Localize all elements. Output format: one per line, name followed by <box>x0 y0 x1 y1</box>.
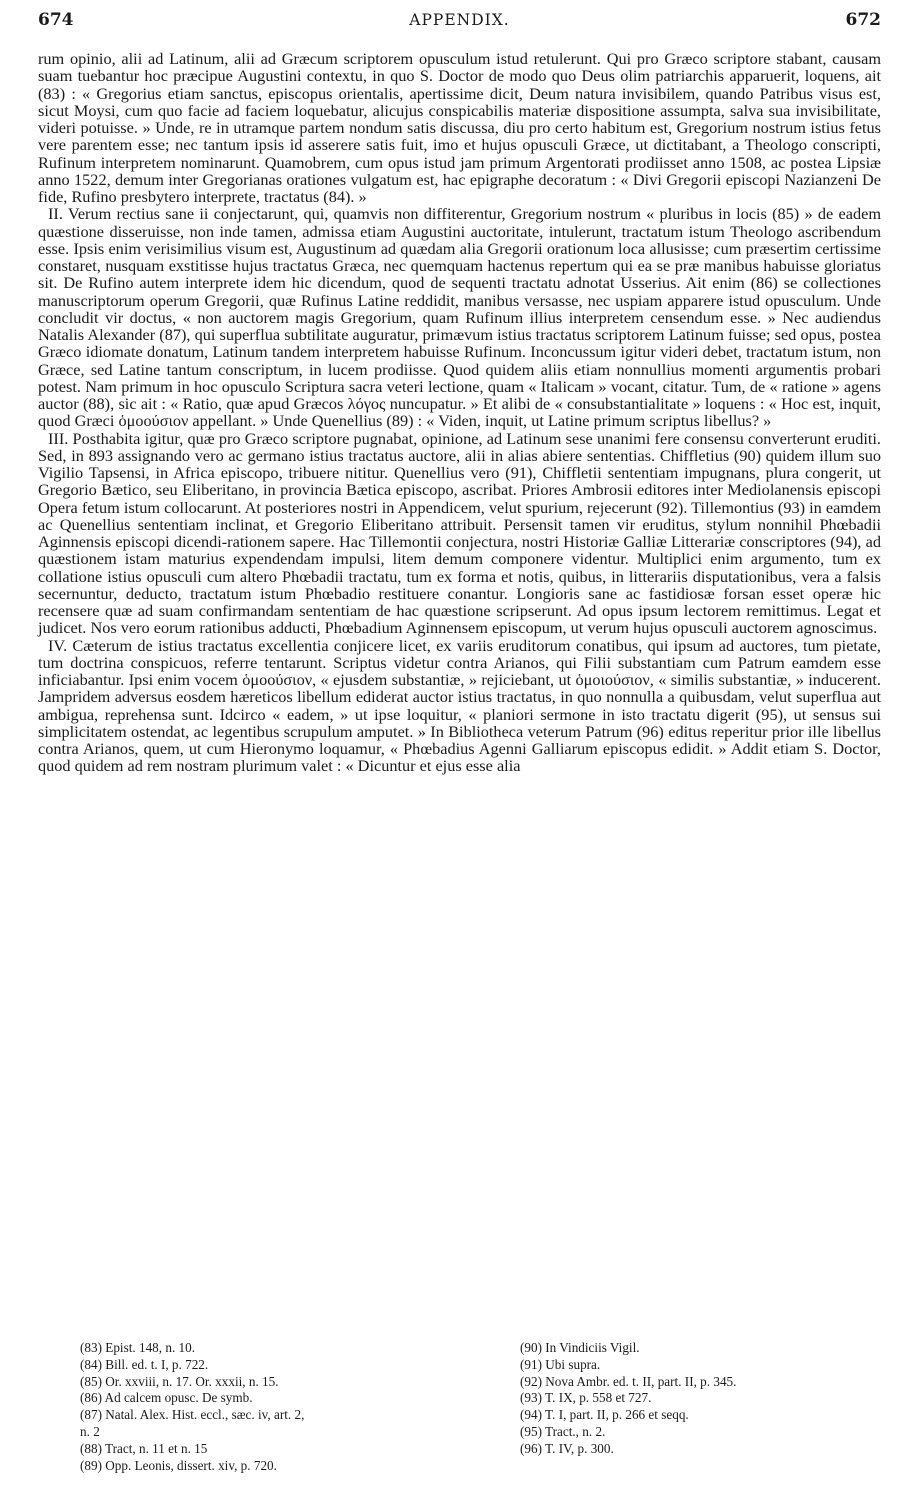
footnote: (83) Epist. 148, n. 10. <box>80 1340 196 1355</box>
footnote: n. 2 <box>80 1423 100 1439</box>
running-title: APPENDIX. <box>409 11 510 29</box>
footnote: (86) Ad calcem opusc. De symb. <box>80 1390 253 1406</box>
footnote: (95) Tract., n. 2. <box>520 1423 606 1439</box>
footnotes <box>80 1340 880 1474</box>
footnotes-left-column <box>80 1340 490 1474</box>
footnote: (87) Natal. Alex. Hist. eccl., sæc. iv, art. 2, <box>80 1407 305 1423</box>
footnote: (92) Nova Ambr. ed. t. II, part. II, p. 345. <box>520 1373 737 1389</box>
left-page-number: 674 <box>38 10 74 30</box>
main-text <box>38 50 881 775</box>
running-header <box>38 10 881 36</box>
footnote: (85) Or. xxviii, n. 17. Or. xxxii, n. 15. <box>80 1373 279 1389</box>
footnote: (91) Ubi supra. <box>520 1356 601 1372</box>
paragraph-continuation: rum opinio, alii ad Latinum, alii ad Græcum scriptorem opusculum istud retulerunt. Qui pro Græco scriptore stabant, causam suam tuebantur hoc præcipue Augustini contextu, in quo S. Doctor de modo quo Deus olim patriarchis apparuerit, loquens, ait (83) : « Gregorius etiam sanctus, episcopus orientalis, apertissime dicit, Deum natura invisibilem, quando Patribus visus est, sicut Moysi, cum quo facie ad faciem loquebatur, alicujus conspicabilis materiæ dispositione assumpta, salva sua invisibilitate, videri potuisse. » Unde, re in utramque partem nondum satis discussa, diu pro certo habitum est, Gregorium nostrum istius fetus vere parentem esse; nec tantum ipsis id asserere satis fuit, imo et hujus opusculi Græce, ut dictitabant, a Theologo conscripti, Rufinum interpretem nominarunt. Quamobrem, cum opus istud jam primum Argentorati prodiisset anno 1508, ac postea Lipsiæ anno 1522, demum inter Gregorianas orationes vulgatum est, hac epigraphe decoratum : « Divi Gregorii episcopi Nazianzeni De fide, Rufino presbytero interprete, tractatus (84). » <box>38 49 881 206</box>
footnote: (90) In Vindiciis Vigil. <box>520 1340 640 1355</box>
footnote: (84) Bill. ed. t. I, p. 722. <box>80 1356 209 1372</box>
paragraph-iii: III. Posthabita igitur, quæ pro Græco scriptore pugnabat, opinione, ad Latinum sese unanimi fere consensu converterunt eruditi. Sed, in 893 assignando vero ac germano istius tractatus auctore, alii in alias abiere sententias. Chiffletius (90) quidem illum suo Vigilio Tapsensi, in Africa episcopo, tribuere nititur. Quenellius vero (91), Chiffletii sententiam impugnans, plura congerit, ut Gregorio Bætico, seu Eliberitano, in provincia Bætica episcopo, ascribat. Priores Ambrosii editores inter Mediolanensis episcopi Opera fetum istum collocarunt. At posteriores nostri in Appendicem, velut spurium, rejecerunt (92). Tillemontius (93) in eamdem ac Quenellius sententiam inclinat, et Gregorio Eliberitano attribuit. Persensit tamen vir eruditus, stylum nonnihil Phœbadii Aginnensis episcopi dicendi-rationem sapere. Hac Tillemontii conjectura, nostri Historiæ Galliæ Litterariæ conscriptores (94), ad quæstionem istam maturius expendendam impulsi, litem demum componere videntur. Multiplici enim argumento, tum ex collatione istius opusculi cum altero Phœbadii tractatu, tum ex forma et notis, quibus, in litterariis disputationibus, vera a falsis secernuntur, deducto, tractatum istum Phœbadio restituere conantur. Longioris sane ac fastidiosæ forsan esset operæ hic recensere quæ ad suam confirmandam sententiam de hac quæstione scripserunt. Ad opus ipsum lectorem remittimus. Legat et judicet. Nos vero eorum rationibus adducti, Phœbadium Aginnensem episcopum, ut verum hujus opusculi auctorem agnoscimus. <box>38 428 881 638</box>
right-page-number: 672 <box>845 10 881 30</box>
footnote: (93) T. IX, p. 558 et 727. <box>520 1390 652 1406</box>
paragraph-iv: IV. Cæterum de istius tractatus excellentia conjicere licet, ex variis eruditorum conatibus, qui ipsum ad auctores, tum pietate, tum doctrina conspicuos, referre tentarunt. Scriptus videtur contra Arianos, qui Filii substantiam cum Patrum eamdem esse inficiabantur. Ipsi enim vocem ὁμοούσιον, « ejusdem substantiæ, » rejiciebant, ut ὁμοιούσιον, « similis substantiæ, » inducerent. Jampridem adversus eosdem hæreticos libellum ediderat auctor istius tractatus, in quo nonnulla a quibusdam, velut superflua aut ambigua, reprehensa sunt. Idcirco « eadem, » ut ipse loquitur, « planiori sermone in isto tractatu digerit (95), ut sensus sui simplicitatem ostendat, ac legentibus scrupulum amputet. » In Bibliotheca veterum Patrum (96) editus reperitur prior ille libellus contra Arianos, quem, ut cum Hieronymo loquamur, « Phœbadius Agenni Galliarum episcopus edidit. » Addit etiam S. Doctor, quod quidem ad rem nostram plurimum valet : « Dicuntur et ejus esse alia <box>38 635 881 776</box>
footnote: (88) Tract, n. 11 et n. 15 <box>80 1440 208 1456</box>
footnotes-right-column <box>520 1340 880 1474</box>
footnote: (96) T. IV, p. 300. <box>520 1440 614 1456</box>
footnote: (94) T. I, part. II, p. 266 et seqq. <box>520 1407 689 1423</box>
footnote: (89) Opp. Leonis, dissert. xiv, p. 720. <box>80 1457 277 1473</box>
paragraph-ii: II. Verum rectius sane ii conjectarunt, qui, quamvis non diffiterentur, Gregorium nostrum « pluribus in locis (85) » de eadem quæstione disseruisse, non inde tamen, admissa etiam Augustini auctoritate, intulerunt, tractatum istum Theologo ascribendum esse. Ipsis enim verisimilius visum est, Augustinum ad quædam alia Gregorii orationum loca allusisse; cum præsertim certissime constaret, nusquam exstitisse hujus tractatus Græca, nec quemquam hactenus repertum qui ea se præ manibus habuisse gloriatus sit. De Rufino autem interprete idem hic dicendum, quod de sequenti tractatu adnotat Usserius. Ait enim (86) se collectiones manuscriptorum operum Gregorii, quæ Rufinus Latine reddidit, manibus versasse, nec uspiam apparere istud opusculum. Unde concludit vir doctus, « non auctorem magis Gregorium, quam Rufinum illius interpretem censendum esse. » Nec audiendus Natalis Alexander (87), qui superflua subtilitate auguratur, primævum istius tractatus scriptorem Latinum fuisse; sed opus, postea Græco idiomate donatum, Latinum tandem interpretem habuisse Rufinum. Inconcussum igitur videri debet, tractatum istum, non Græce, sed Latine tantum conscriptum, in lucem prodiisse. Quod quidem aliis etiam nonnullius momenti argumentis probari potest. Nam primum in hoc opusculo Scriptura sacra veteri lectione, quam « Italicam » vocant, citatur. Tum, de « ratione » agens auctor (88), sic ait : « Ratio, quæ apud Græcos λόγος nuncupatur. » Et alibi de « consubstantialitate » loquens : « Hoc est, inquit, quod Græci ὁμοούσιον appellant. » Unde Quenellius (89) : « Viden, inquit, ut Latine primum scriptus libellus? » <box>38 204 881 431</box>
